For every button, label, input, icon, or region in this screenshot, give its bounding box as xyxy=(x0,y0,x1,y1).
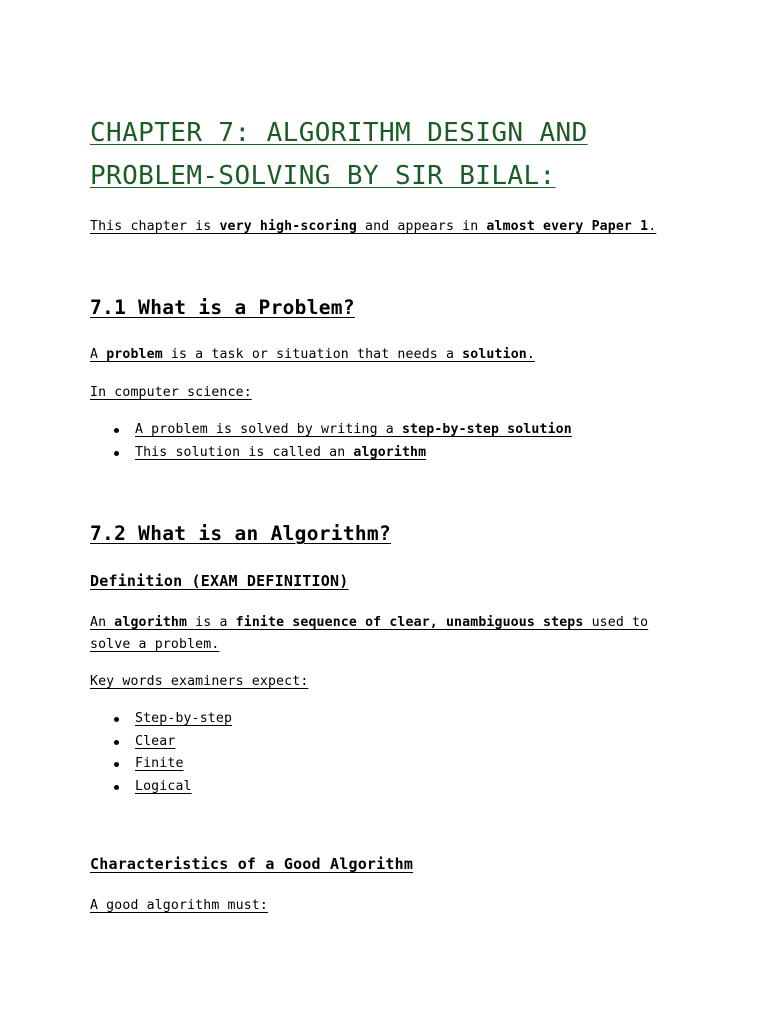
intro-text-2: and appears in xyxy=(356,219,487,234)
computer-science-lead: In computer science: xyxy=(90,385,252,400)
chapter-title-line-1: CHAPTER 7: ALGORITHM DESIGN AND xyxy=(90,118,588,148)
list-item-text xyxy=(135,445,426,460)
intro-bold-1: very high-scoring xyxy=(219,219,357,234)
algo-def-text-1: An xyxy=(90,615,115,630)
bullet-dot xyxy=(114,717,119,722)
algorithm-definition-line-2: solve a problem. xyxy=(90,637,220,652)
definition-subheading: Definition (EXAM DEFINITION) xyxy=(90,572,349,590)
algo-def-bold-1: algorithm xyxy=(114,615,188,630)
intro-text-3: . xyxy=(648,219,657,234)
algo-def-bold-2: finite sequence of clear, unambiguous steps xyxy=(235,615,584,630)
list-item xyxy=(90,753,232,776)
list-item-bold: algorithm xyxy=(353,444,427,460)
list-item-text xyxy=(135,422,572,437)
chapter-title xyxy=(90,112,588,198)
list-item-text: Finite xyxy=(135,756,184,771)
list-item xyxy=(90,731,232,754)
problem-definition xyxy=(90,344,535,366)
bullet-dot xyxy=(114,740,119,745)
characteristics-lead: A good algorithm must: xyxy=(90,898,268,913)
intro-paragraph xyxy=(90,216,656,238)
problem-def-bold-1: problem xyxy=(106,347,163,362)
chapter-title-line-2: PROBLEM-SOLVING BY SIR BILAL: xyxy=(90,161,556,191)
list-item-text: Logical xyxy=(135,778,192,794)
bullet-dot xyxy=(114,451,119,456)
problem-def-text-2: is a task or situation that needs a xyxy=(162,347,463,362)
list-item-plain: A problem is solved by writing a xyxy=(135,422,402,437)
intro-text-1: This chapter is xyxy=(90,219,220,234)
bullet-dot xyxy=(114,428,119,433)
key-words-lead: Key words examiners expect: xyxy=(90,674,309,689)
problem-def-bold-2: solution xyxy=(462,347,527,362)
list-item-plain: This solution is called an xyxy=(135,444,354,460)
section-7-2-heading: 7.2 What is an Algorithm? xyxy=(90,522,391,545)
list-item-bold: step-by-step solution xyxy=(401,422,572,437)
list-item xyxy=(90,419,572,442)
algorithm-definition-line-1 xyxy=(90,612,648,634)
problem-def-text-1: A xyxy=(90,347,107,362)
bullet-dot xyxy=(114,762,119,767)
problem-def-text-3: . xyxy=(526,347,535,362)
intro-bold-2: almost every Paper 1 xyxy=(486,219,649,234)
list-item-text: Step-by-step xyxy=(135,711,233,726)
problem-bullet-list xyxy=(90,419,572,464)
list-item xyxy=(90,708,232,731)
list-item xyxy=(90,776,232,799)
characteristics-heading: Characteristics of a Good Algorithm xyxy=(90,855,414,873)
list-item xyxy=(90,442,572,465)
section-7-1-heading: 7.1 What is a Problem? xyxy=(90,296,355,319)
algo-def-text-3: used to xyxy=(583,615,649,630)
list-item-text: Clear xyxy=(135,733,176,749)
key-words-list xyxy=(90,708,232,798)
algo-def-text-2: is a xyxy=(187,615,236,630)
bullet-dot xyxy=(114,785,119,790)
